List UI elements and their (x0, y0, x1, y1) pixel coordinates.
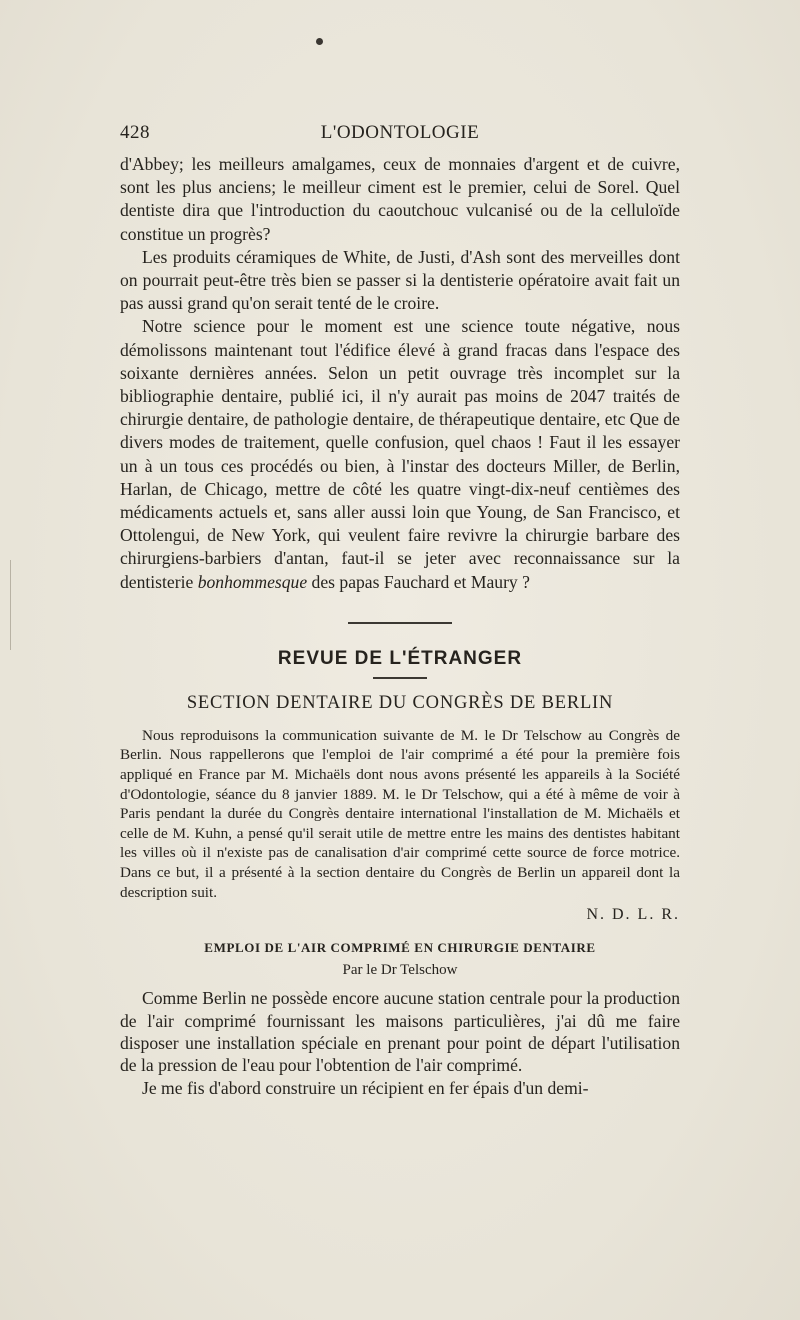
scan-mark (10, 560, 11, 650)
editor-signature: N. D. L. R. (586, 906, 680, 924)
page-header (120, 122, 680, 146)
intro-paragraph-last (120, 315, 680, 593)
article-title: EMPLOI DE L'AIR COMPRIMÉ EN CHIRURGIE DENTAIRE (204, 940, 596, 956)
article-paragraph: Comme Berlin ne possède encore aucune station centrale pour la production de l'air comprimé fournissant les maisons particulières, j'ai dû me faire disposer une installation spéciale en prenant pour point de départ l'utilisation de la pression de l'eau pour l'obtention de l'air comprimé. (120, 988, 680, 1076)
intro-paragraph: d'Abbey; les meilleurs amalgames, ceux de monnaies d'argent et de cuivre, sont les plus anciens; le meilleur ciment est le premier, celui de Sorel. Quel dentiste dira que l'introduction du caoutchouc vulcanisé ou de la celluloïde constitue un progrès? (120, 154, 680, 244)
article-paragraph: Je me fis d'abord construire un récipient en fer épais d'un demi- (142, 1077, 589, 1098)
page-body (120, 153, 680, 1099)
editor-note: Nous reproduisons la communication suivante de M. le Dr Telschow au Congrès de Berlin. Nous rappellerons que l'emploi de l'air comprimé a été pour la première fois appliqué en France par M. Michaëls dont nous avons présenté les appareils à la Société d'Odontologie, séance du 8 janvier 1889. M. le Dr Telschow, qui a été à même de voir à Paris pendant la durée du Congrès dentaire international l'installation de M. Michaëls et celle de M. Kuhn, a pensé qu'il serait utile de mettre entre les mains des dentistes habitant les villes où il n'existe pas de canalisation d'air comprimé cette source de force motrice. Dans ce but, il a présenté à la section dentaire du Congrès de Berlin un appareil dont la description suit. (120, 726, 680, 901)
page-number: 428 (120, 122, 150, 143)
italic-word: bonhommesque (197, 571, 308, 592)
intro-paragraph: Les produits céramiques de White, de Justi, d'Ash sont des merveilles dont on pourrait peut-être très bien se passer si la dentisterie opératoire avait fait un pas aussi grand qu'on serait tenté de le croire. (120, 246, 680, 314)
running-title: L'ODONTOLOGIE (320, 122, 480, 143)
intro-paragraph-end: des papas Fauchard et Maury ? (307, 571, 530, 592)
section-title: SECTION DENTAIRE DU CONGRÈS DE BERLIN (186, 692, 614, 713)
section-divider (348, 622, 452, 624)
ink-speck (316, 38, 323, 45)
intro-paragraph-text: Notre science pour le moment est une science toute négative, nous démolissons maintenant tout l'édifice élevé à grand fracas dans l'espace des soixante dernières années. Selon un petit ouvrage très incomplet sur la bibliographie dentaire, publié ici, il n'y aurait pas moins de 2047 traités de chirurgie dentaire, de pathologie dentaire, de thérapeutique dentaire, etc Que de divers modes de traitement, quelle confusion, quel chaos ! Faut il les essayer un à un tous ces procédés ou bien, à l'instar des docteurs Miller, de Berlin, Harlan, de Chicago, mettre de côté les quatre vingt-dix-neuf centièmes des médicaments actuels et, sans aller aussi loin que Young, de San Francisco, et Ottolengui, de New York, qui veulent faire revivre la chirurgie barbare des chirurgiens-barbiers d'antan, faut-il se jeter avec reconnaissance sur la dentisterie (120, 316, 680, 592)
article-author: Par le Dr Telschow (342, 962, 458, 979)
heading-underline (373, 677, 427, 679)
section-heading: REVUE DE L'ÉTRANGER (277, 647, 523, 669)
